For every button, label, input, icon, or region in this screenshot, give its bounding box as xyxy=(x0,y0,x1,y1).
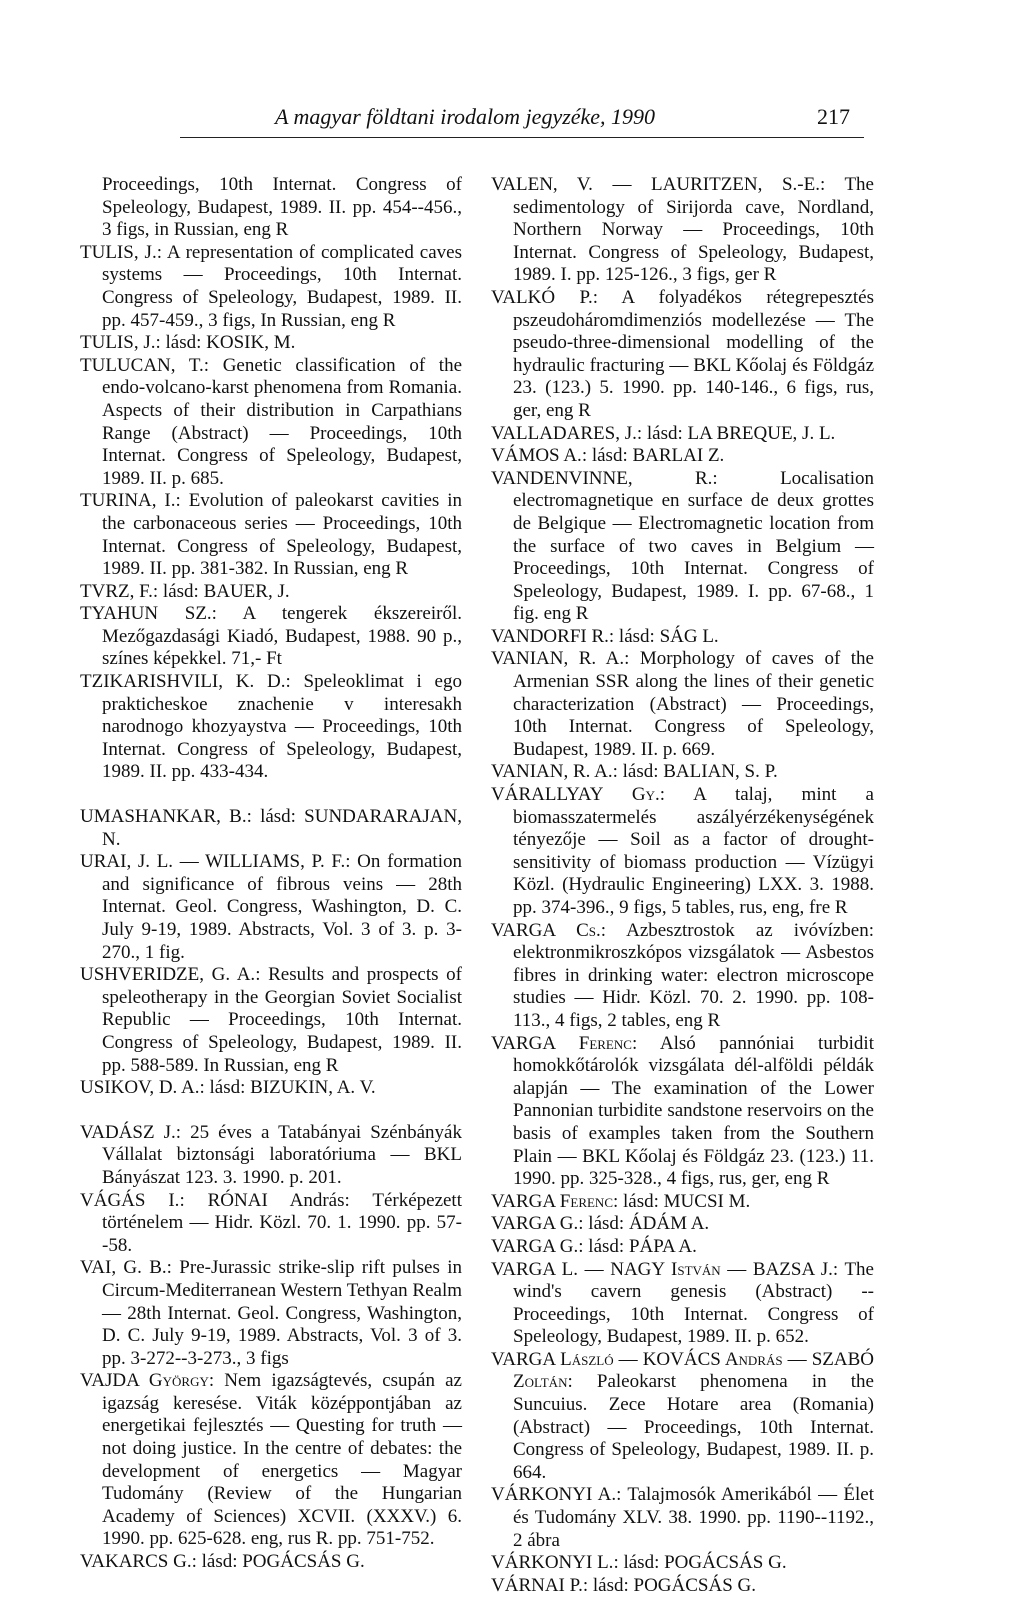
entry-author: VAKARCS G. xyxy=(80,1551,192,1573)
bibliography-entry xyxy=(491,784,874,920)
bibliography-entry xyxy=(491,1191,874,1214)
entry-text: : Speleoklimat i ego prakticheskoe znachenie v interesakh narodnogo khozyaystva — Proceedings, 10th Internat. Congress of Speleology, Budapest, 1989. II. pp. 433-434. xyxy=(102,671,462,783)
bibliography-entry xyxy=(80,1077,462,1100)
bibliography-entry xyxy=(491,1259,874,1349)
entry-text: : Alsó pannóniai turbidit homokkőtárolók vizsgálata dél-alföldi példák alapján — The examination of the Lower Pannonian turbidite sandstone reservoirs on the basis of examples taken from the Southern Plain — BKL Kőolaj és Földgáz 23. (123.) 11. 1990. pp. 325-328., 4 figs, rus, ger, eng R xyxy=(513,1032,874,1190)
entry-text: : On formation and significance of fibrous veins — 28th Internat. Geol. Congress, Washington, D. C. July 9-19, 1989. Abstracts, Vol. 3 of 3. p. 3-270., 1 fig. xyxy=(102,851,462,963)
entry-author: VANIAN, R. A. xyxy=(491,761,613,783)
entry-author: VARGA Ferenc xyxy=(491,1190,613,1212)
bibliography-entry xyxy=(491,468,874,626)
entry-author: TULIS, J. xyxy=(80,241,157,263)
entry-author: VÁMOS A. xyxy=(491,445,582,467)
entry-text: : lásd: POGÁCSÁS G. xyxy=(582,1574,757,1596)
bibliography-entry xyxy=(491,648,874,761)
entry-text: : Results and prospects of speleotherapy in the Georgian Soviet Socialist Republic — Proceedings, 10th Internat. Congress of Speleology, Budapest, 1989. II. pp. 588-589. In Russian, eng R xyxy=(102,964,462,1076)
bibliography-entry xyxy=(80,242,462,332)
bibliography-entry xyxy=(80,490,462,580)
bibliography-entry xyxy=(491,1236,874,1259)
entry-author: VANDENVINNE, R. xyxy=(491,467,713,489)
entry-author: TVRZ, F. xyxy=(80,580,153,602)
entry-author: VAI, G. B. xyxy=(80,1257,167,1279)
bibliography-entry xyxy=(80,1122,462,1190)
bibliography-entry xyxy=(491,761,874,784)
bibliography-entry xyxy=(491,174,874,287)
entry-author: TZIKARISHVILI, K. D. xyxy=(80,671,286,693)
entry-author: VARGA G. xyxy=(491,1213,579,1235)
entry-text: : Talajmosók Amerikából — Élet és Tudomány XLV. 38. 1990. pp. 1190--1192., 2 ábra xyxy=(513,1484,874,1551)
entry-text: : A folyadékos rétegrepesztés pszeudoháromdimenziós modellezése — The pseudo-three-dimensional modelling of the hydraulic fracturing — BKL Kőolaj és Földgáz 23. (123.) 5. 1990. pp. 140-146., 6 figs, rus, ger, eng R xyxy=(513,286,874,421)
entry-text: : The sedimentology of Sirijorda cave, Nordland, Northern Norway — Proceedings, 10th Internat. Congress of Speleology, Budapest, 1989. I. pp. 125-126., 3 figs, ger R xyxy=(513,174,874,286)
entry-author: VARGA G. xyxy=(491,1235,579,1257)
entry-author: VARGA L. — NAGY István — BAZSA J. xyxy=(491,1258,833,1280)
entry-author: URAI, J. L. — WILLIAMS, P. F. xyxy=(80,851,346,873)
entry-author: VÁGÁS I. xyxy=(80,1189,180,1211)
entry-text: : Localisation electromagnetique en surface de deux grottes de Belgique — Electromagnetic location from the surface of two caves in Belgium — Proceedings, 10th Internat. Congress of Speleology, Budapest, 1989. I. pp. 67-68., 1 fig. eng R xyxy=(513,467,874,625)
entry-text: : lásd: PÁPA A. xyxy=(578,1235,697,1257)
bibliography-entry xyxy=(491,1213,874,1236)
bibliography-entry xyxy=(80,1190,462,1258)
bibliography-entry xyxy=(80,851,462,964)
entry-text: : Morphology of caves of the Armenian SSR along the lines of their genetic characterization (Abstract) — Proceedings, 10th Internat. Congress of Speleology, Budapest, 1989. II. p. 669. xyxy=(513,648,874,760)
entry-author: VAJDA György xyxy=(80,1370,209,1392)
entry-author: VÁRALLYAY Gy. xyxy=(491,784,660,806)
bibliography-entry xyxy=(80,581,462,604)
entry-text: : Paleokarst phenomena in the Suncuius. Zece Hotare area (Romania) (Abstract) — Proceedings, 10th Internat. Congress of Speleology, Budapest, 1989. II. p. 664. xyxy=(513,1371,874,1483)
bibliography-entry xyxy=(491,445,874,468)
entry-author: VÁRNAI P. xyxy=(491,1574,583,1596)
entry-author: VANIAN, R. A. xyxy=(491,648,625,670)
entry-author: TYAHUN SZ. xyxy=(80,603,212,625)
entry-author: VADÁSZ J. xyxy=(80,1121,176,1143)
entry-author: VÁRKONYI A. xyxy=(491,1484,617,1506)
running-title: A magyar földtani irodalom jegyzéke, 1990 xyxy=(275,104,656,129)
right-column xyxy=(491,174,874,1597)
bibliography-entry xyxy=(80,332,462,355)
entry-text: : lásd: POGÁCSÁS G. xyxy=(191,1551,365,1573)
entry-author: VALEN, V. — LAURITZEN, S.-E. xyxy=(491,174,820,195)
bibliography-entry xyxy=(491,1349,874,1485)
entry-text: : Evolution of paleokarst cavities in the carbonaceous series — Proceedings, 10th Internat. Congress of Speleology, Budapest, 1989. II. pp. 381-382. In Russian, eng R xyxy=(102,490,462,580)
entry-text: : A talaj, mint a biomasszatermelés aszályérzékenységének tényezője — Soil as a factor of drought-sensitivity of biomass production — Vízügyi Közl. (Hydraulic Engineering) LXX. 3. 1988. pp. 374-396., 9 figs, 5 tables, rus, eng, fre R xyxy=(513,784,874,918)
entry-text: : lásd: BARLAI Z. xyxy=(581,445,725,467)
bibliography-entry xyxy=(491,626,874,649)
entry-author: VALLADARES, J. xyxy=(491,422,637,444)
entry-text: : lásd: LA BREQUE, J. L. xyxy=(636,422,836,444)
bibliography-entry xyxy=(491,1575,874,1597)
entry-text: : RÓNAI András: Térképezett történelem — Hidr. Közl. 70. 1. 1990. pp. 57--58. xyxy=(102,1189,462,1256)
bibliography-entry xyxy=(80,1257,462,1370)
entry-text: : lásd: KOSIK, M. xyxy=(155,332,296,354)
bibliography-entry xyxy=(491,287,874,423)
entry-author: VÁRKONYI L. xyxy=(491,1552,614,1574)
entry-author: VANDORFI R. xyxy=(491,625,609,647)
bibliography-entry xyxy=(80,1370,462,1551)
bibliography-entry xyxy=(80,355,462,491)
entry-author: USIKOV, D. A. xyxy=(80,1077,200,1099)
entry-text: : lásd: SUNDARARAJAN, N. xyxy=(102,806,462,850)
entry-text: Proceedings, 10th Internat. Congress of Speleology, Budapest, 1989. II. pp. 454--456., 3 figs, in Russian, eng R xyxy=(102,174,462,241)
page-number: 217 xyxy=(817,104,850,129)
entry-text: : Genetic classification of the endo-volcano-karst phenomena from Romania. Aspects of their distribution in Carpathians Range (Abstract) — Proceedings, 10th Internat. Congress of Speleology, Budapest, 1989. II. p. 685. xyxy=(102,354,463,489)
entry-text: : lásd: SÁG L. xyxy=(608,625,719,647)
entry-text: : A tengerek ékszereiről. Mezőgazdasági Kiadó, Budapest, 1988. 90 p., színes képekkel. 71,- Ft xyxy=(102,603,462,670)
entry-text: : lásd: BAUER, J. xyxy=(152,580,290,602)
entry-author: TULUCAN, T. xyxy=(80,354,204,376)
entry-text: : The wind's cavern genesis (Abstract) -- Proceedings, 10th Internat. Congress of Speleology, Budapest, 1989. II. p. 652. xyxy=(513,1258,874,1348)
entry-author: TULIS, J. xyxy=(80,332,156,354)
entry-text: : lásd: MUCSI M. xyxy=(613,1190,751,1212)
bibliography-entry xyxy=(80,1551,462,1574)
bibliography-entry xyxy=(491,920,874,1033)
entry-author: VARGA Ferenc xyxy=(491,1032,632,1054)
entry-text: : 25 éves a Tatabányai Szénbányák Vállalat biztonsági laboratóriuma — BKL Bányászat 123. 3. 1990. p. 201. xyxy=(102,1121,462,1188)
left-column xyxy=(80,174,462,1574)
entry-author: VARGA László — KOVÁCS András — SZABÓ Zoltán xyxy=(491,1348,874,1393)
bibliography-entry xyxy=(491,1033,874,1191)
entry-text: : lásd: BIZUKIN, A. V. xyxy=(199,1077,376,1099)
entry-author: TURINA, I. xyxy=(80,490,176,512)
entry-text: : lásd: BALIAN, S. P. xyxy=(612,761,778,783)
entry-text: : A representation of complicated caves systems — Proceedings, 10th Internat. Congress of Speleology, Budapest, 1989. II. pp. 457-459., 3 figs, In Russian, eng R xyxy=(102,241,462,331)
bibliography-entry xyxy=(491,423,874,446)
bibliography-entry xyxy=(80,671,462,784)
entry-text: : Azbesztrostok az ivóvízben: elektronmikroszkópos vizsgálatok — Asbestos fibres in drinking water: electron microscope studies — Hidr. Közl. 70. 2. 1990. pp. 108-113., 4 figs, 2 tables, eng R xyxy=(513,919,875,1031)
entry-text: : lásd: POGÁCSÁS G. xyxy=(613,1552,787,1574)
entry-author: VALKÓ P. xyxy=(491,286,593,308)
entry-author: VARGA Cs. xyxy=(491,919,601,941)
header-rule xyxy=(180,137,864,138)
bibliography-entry xyxy=(80,603,462,671)
entry-text: : lásd: ÁDÁM A. xyxy=(578,1213,710,1235)
entry-author: UMASHANKAR, B. xyxy=(80,806,247,828)
bibliography-entry xyxy=(80,806,462,851)
entry-author: USHVERIDZE, G. A. xyxy=(80,964,256,986)
entry-text: : Nem igazságtevés, csupán az igazság keresése. Viták középpontjában az energetikai fejlesztés — Questing for truth — not doing justice. In the centre of debates: the development of energetics — Magyar Tudomány (Review of the Hungarian Academy of Sciences) XCVII. (XXXV.) 6. 1990. pp. 625-628. eng, rus R. pp. 751-752. xyxy=(102,1370,462,1550)
bibliography-entry xyxy=(491,1552,874,1575)
entry-text: : Pre-Jurassic strike-slip rift pulses in Circum-Mediterranean Western Tethyan Realm — 28th Internat. Geol. Congress, Washington, D. C. July 9-19, 1989. Abstracts, Vol. 3 of 3. pp. 3-272--3-273., 3 figs xyxy=(102,1257,462,1369)
bibliography-entry xyxy=(80,964,462,1077)
bibliography-entry xyxy=(491,1484,874,1552)
bibliography-entry xyxy=(80,174,462,242)
